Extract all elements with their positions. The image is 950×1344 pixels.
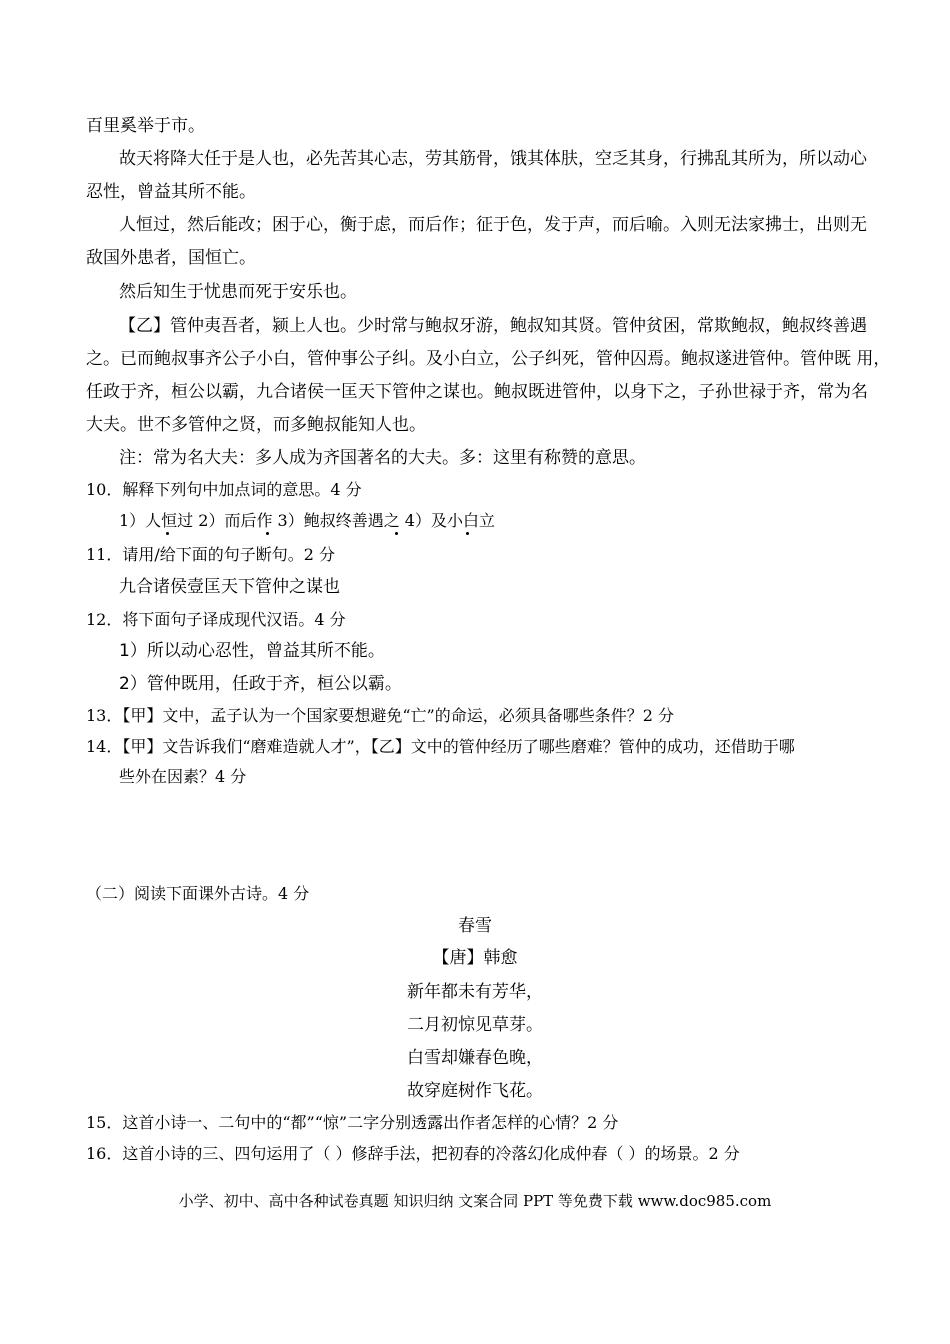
question-10-items: 1）人恒过 2）而后作 3）鲍叔终善遇之 4）及小白立	[119, 511, 495, 530]
passage-line: 敌国外患者，国恒亡。	[86, 248, 256, 268]
poem-line: 故穿庭树作飞花。	[407, 1081, 543, 1101]
passage-line: 然后知生于忧患而死于安乐也。	[119, 282, 357, 302]
passage-line: 故天将降大任于是人也，必先苦其心志，劳其筋骨，饿其体肤，空乏其身，行拂乱其所为，所以动心	[119, 149, 867, 169]
passage-line: 大夫。世不多管仲之贤，而多鲍叔能知人也。	[86, 415, 426, 435]
poem-author: 【唐】韩愈	[432, 948, 518, 968]
emphasis-dot	[395, 532, 398, 535]
question-15: 15．这首小诗一、二句中的“都”“惊”二字分别透露出作者怎样的心情？2 分	[86, 1113, 619, 1132]
passage-line: 任政于齐，桓公以霸，九合诸侯一匡天下管仲之谋也。鲍叔既进管仲，以身下之，子孙世禄于齐，常为名	[86, 382, 868, 402]
question-11: 11．请用/给下面的句子断句。2 分	[86, 545, 336, 564]
question-12-item: 2）管仲既用，任政于齐，桓公以霸。	[119, 674, 402, 694]
question-12: 12．将下面句子译成现代汉语。4 分	[86, 610, 346, 629]
section-heading: （二）阅读下面课外古诗。4 分	[86, 884, 310, 903]
poem-title: 春雪	[458, 916, 492, 936]
question-16: 16．这首小诗的三、四句运用了（ ）修辞手法，把初春的冷落幻化成仲春（ ）的场景。2 分	[86, 1144, 740, 1163]
emphasis-dot	[466, 532, 469, 535]
question-14: 14．【甲】文告诉我们“磨难造就人才”，【乙】文中的管仲经历了哪些磨难？管仲的成功，还借助于哪	[86, 737, 795, 756]
passage-line: 人恒过，然后能改；困于心，衡于虑，而后作；征于色，发于声，而后喻。入则无法家拂士，出则无	[119, 215, 867, 235]
passage-line: 之。已而鲍叔事齐公子小白，管仲事公子纠。及小白立，公子纠死，管仲囚焉。鲍叔遂进管仲。管仲既 用，	[86, 349, 891, 369]
page-footer: 小学、初中、高中各种试卷真题 知识归纳 文案合同 PPT 等免费下载 www.doc985.com	[178, 1192, 772, 1210]
emphasis-dot	[266, 532, 269, 535]
passage-line: 忍性，曾益其所不能。	[86, 182, 256, 202]
question-13: 13．【甲】文中，孟子认为一个国家要想避免“亡”的命运，必须具备哪些条件？2 分	[86, 706, 674, 725]
question-11-sentence: 九合诸侯壹匡天下管仲之谋也	[119, 577, 340, 597]
poem-line: 新年都未有芳华，	[407, 982, 543, 1002]
poem-line: 二月初惊见草芽。	[407, 1015, 543, 1035]
question-14-cont: 些外在因素？4 分	[119, 767, 247, 786]
annotation-note: 注：常为名大夫：多人成为齐国著名的大夫。多：这里有称赞的意思。	[119, 448, 646, 468]
question-12-item: 1）所以动心忍性，曾益其所不能。	[119, 641, 385, 661]
emphasis-dot	[166, 532, 169, 535]
passage-line: 【乙】管仲夷吾者，颍上人也。少时常与鲍叔牙游，鲍叔知其贤。管仲贫困，常欺鲍叔，鲍叔终善遇	[119, 316, 867, 336]
poem-line: 白雪却嫌春色晚，	[407, 1048, 543, 1068]
question-10: 10．解释下列句中加点词的意思。4 分	[86, 480, 362, 499]
passage-line: 百里奚举于市。	[86, 116, 205, 136]
